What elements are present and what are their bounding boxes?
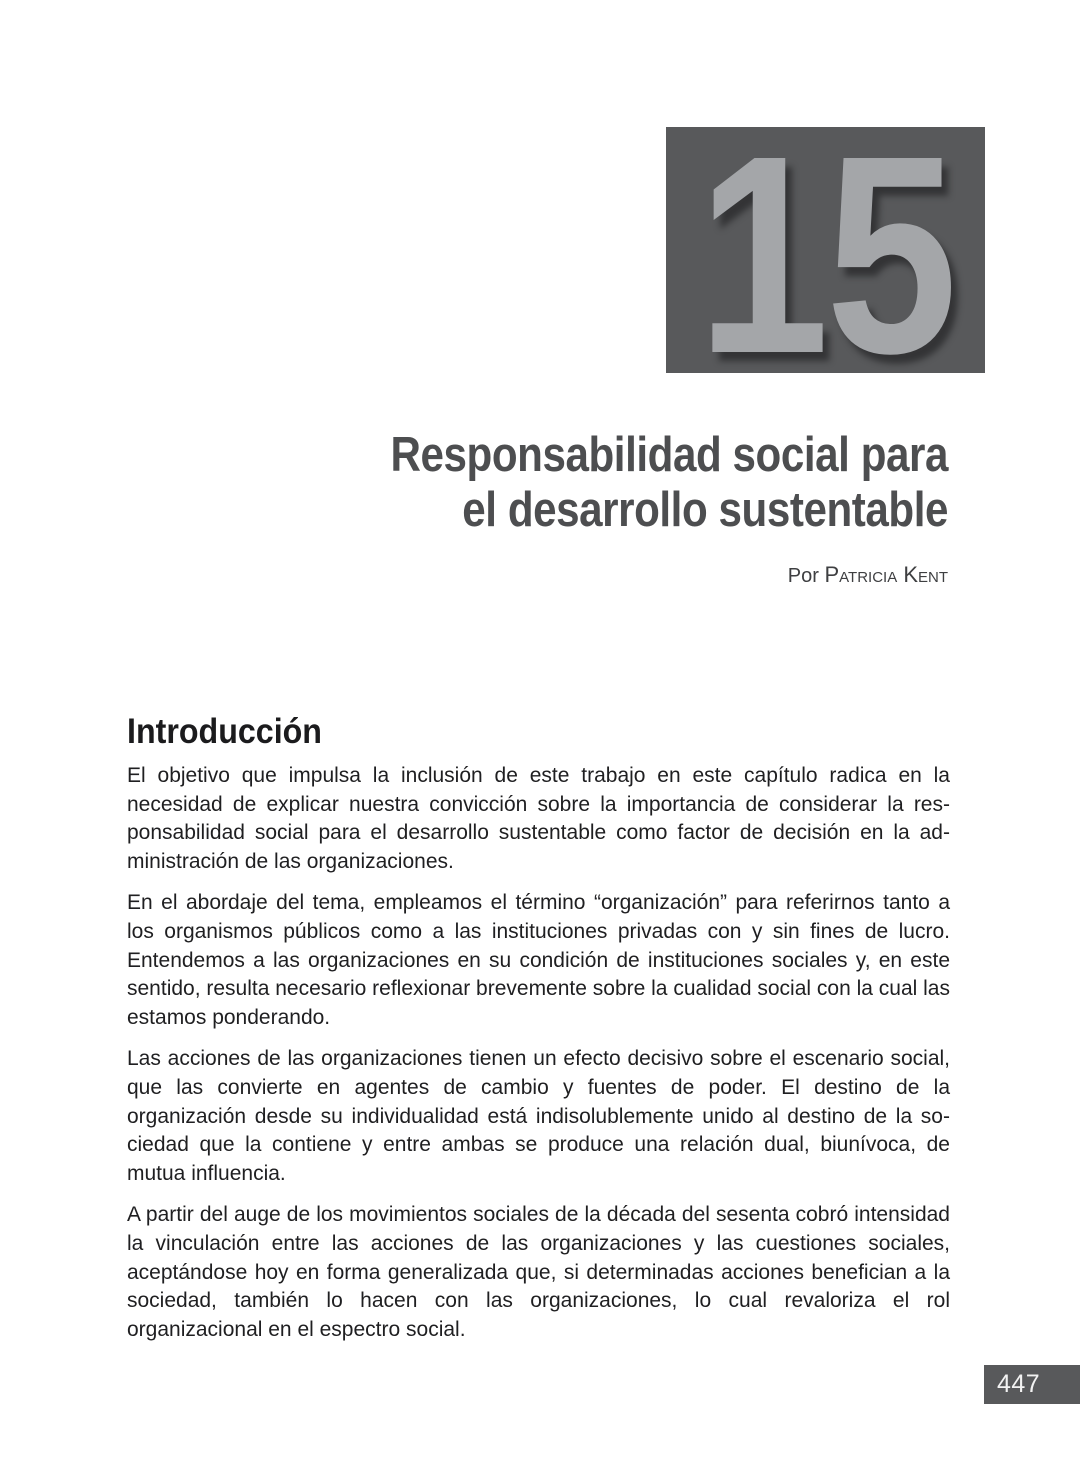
chapter-title-line-2: el desarrollo sustentable: [462, 483, 948, 537]
author-name: Patricia Kent: [824, 562, 948, 587]
chapter-title-block: [127, 428, 948, 588]
chapter-number-box: [666, 127, 985, 373]
page-number: 447: [997, 1370, 1041, 1398]
paragraph-2: En el abordaje del tema, empleamos el término “organización” para referirnos tanto a los organismos públicos como a las instituciones privadas con y sin fines de lucro. Entendemos a las organizaciones en su condición de instituciones sociales y, en este sentido, resulta necesario reflexionar brevemente sobre la cualidad social con la cual las estamos ponderando.: [127, 891, 950, 1029]
byline: [127, 563, 948, 588]
body-text: [127, 762, 950, 1357]
page-number-badge: [984, 1365, 1080, 1404]
chapter-number: 15: [697, 127, 954, 373]
section-heading: Introducción: [127, 712, 322, 751]
paragraph-1: El objetivo que impulsa la inclusión de este trabajo en este capítulo radica en la necesidad de explicar nuestra convicción sobre la importancia de considerar la responsabilidad social para el desarrollo sustentable como factor de decisión en la administración de las organizaciones.: [127, 764, 950, 873]
paragraph-3: Las acciones de las organizaciones tienen un efecto decisivo sobre el escenario social, que las convierte en agentes de cambio y fuentes de poder. El destino de la organización desde su individualidad está indisolublemente unido al destino de la sociedad que la contiene y entre ambas se produce una relación dual, biunívoca, de mutua influencia.: [127, 1047, 950, 1185]
byline-prefix: Por: [787, 565, 825, 587]
paragraph-4: A partir del auge de los movimientos sociales de la década del sesenta cobró intensidad la vinculación entre las acciones de las organizaciones y las cuestiones sociales, aceptándose hoy en forma generalizada que, si determinadas acciones benefician a la sociedad, también lo hacen con las organizaciones, lo cual revaloriza el rol organizacional en el espectro social.: [127, 1203, 950, 1341]
chapter-title-line-1: Responsabilidad social para: [390, 428, 948, 482]
